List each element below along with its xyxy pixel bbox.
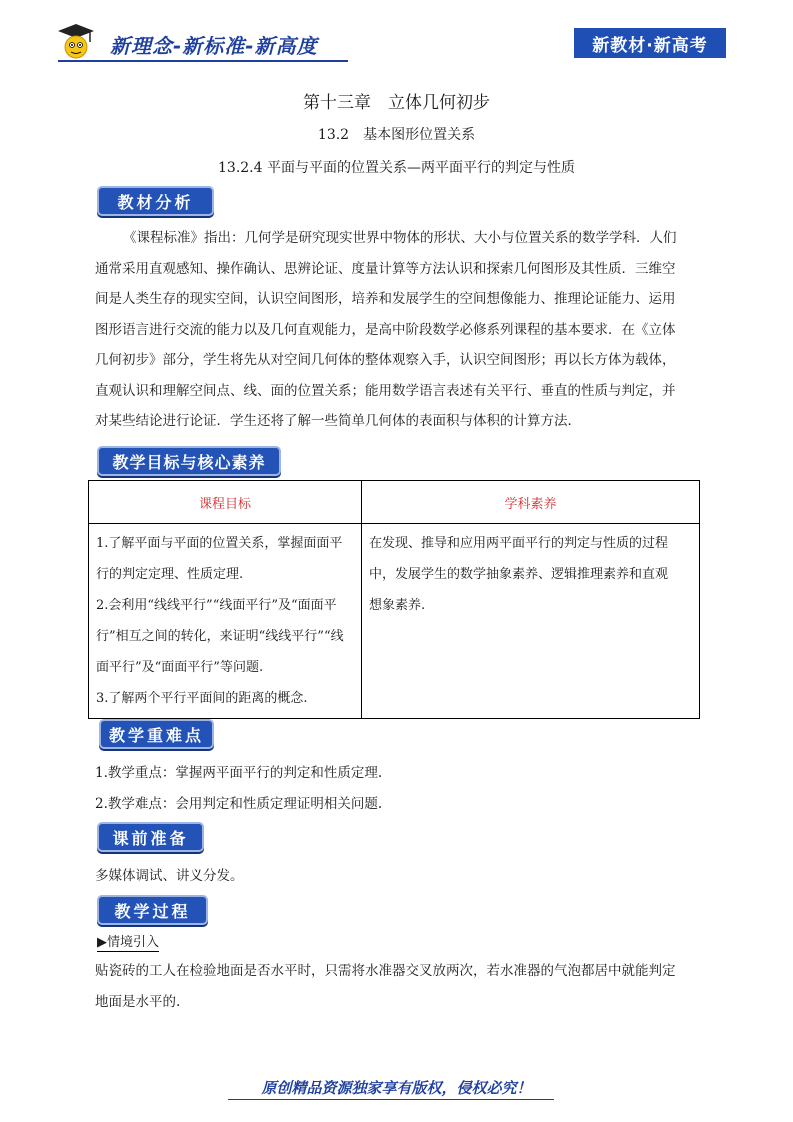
literacy-line: 想象素养.: [369, 598, 426, 613]
analysis-line: 间是人类生存的现实空间，认识空间图形，培养和发展学生的空间想像能力、推理论证能力、运用: [95, 291, 676, 307]
literacy-line: 中，发展学生的数学抽象素养、逻辑推理素养和直观: [369, 567, 669, 582]
section-heading-process: 教学过程: [97, 895, 208, 925]
analysis-paragraph: [95, 223, 703, 437]
analysis-line: 直观认识和理解空间点、线、面的位置关系；能用数学语言表述有关平行、垂直的性质与判定，并: [95, 382, 676, 399]
goals-table-header-course: 课程目标: [89, 481, 362, 524]
process-line: 地面是水平的.: [95, 993, 181, 1010]
difficult-point-item: 2.教学难点：会用判定和性质定理证明相关问题.: [95, 796, 383, 812]
goals-table: [88, 480, 700, 719]
goal-line: 1.了解平面与平面的位置关系，掌握面面平: [96, 536, 343, 551]
key-point-item: 1.教学重点：掌握两平面平行的判定和性质定理.: [95, 765, 383, 781]
analysis-line: 通常采用直观感知、操作确认、思辨论证、度量计算等方法认识和探索几何图形及其性质．三维空: [95, 260, 676, 277]
analysis-line: 《课程标准》指出：几何学是研究现实世界中物体的形状、大小与位置关系的数学学科．人们: [123, 230, 677, 246]
header-slogan: 新理念-新标准-新高度: [110, 34, 318, 58]
chapter-title: 第十三章 立体几何初步: [303, 93, 490, 113]
goals-table-cell-literacy: [362, 524, 700, 719]
footer-underline: [228, 1099, 554, 1100]
header-divider: [58, 60, 348, 62]
literacy-line: 在发现、推导和应用两平面平行的判定与性质的过程: [369, 536, 669, 551]
subsection-title: 13.2.4 平面与平面的位置关系—两平面平行的判定与性质: [218, 160, 575, 176]
section-heading-analysis: 教材分析: [97, 186, 214, 216]
analysis-line: 对某些结论进行论证．学生还将了解一些简单几何体的表面积与体积的计算方法．: [95, 413, 581, 429]
goal-line: 面平行”及“面面平行”等问题.: [96, 660, 264, 675]
goals-table-cell-course: [89, 524, 362, 719]
section-heading-preparation: 课前准备: [97, 822, 204, 852]
analysis-line: 图形语言进行交流的能力以及几何直观能力，是高中阶段数学必修系列课程的基本要求．在《立体: [95, 321, 676, 338]
preparation-text: 多媒体调试、讲义分发。: [95, 868, 244, 884]
section-heading-key-points: 教学重难点: [99, 719, 214, 749]
goal-line: 行的判定定理、性质定理.: [96, 567, 244, 582]
goal-line: 2.会利用“线线平行”“线面平行”及“面面平: [96, 598, 337, 613]
goal-line: 行”相互之间的转化，来证明“线线平行”“线: [96, 629, 344, 644]
graduate-mascot-icon: [56, 22, 96, 62]
process-paragraph: [95, 956, 703, 1017]
scenario-intro-label: ▶情境引入: [97, 931, 159, 952]
section-heading-goals: 教学目标与核心素养: [97, 446, 281, 476]
header-badge: 新教材·新高考: [574, 28, 726, 58]
goal-line: 3.了解两个平行平面间的距离的概念.: [96, 691, 308, 706]
analysis-line: 几何初步》部分，学生将先从对空间几何体的整体观察入手，认识空间图形；再以长方体为载体，: [95, 352, 676, 368]
goals-table-header-literacy: 学科素养: [362, 481, 700, 524]
copyright-footer: 原创精品资源独家享有版权，侵权必究！: [261, 1079, 532, 1097]
process-line: 贴瓷砖的工人在检验地面是否水平时，只需将水准器交叉放两次，若水准器的气泡都居中就能判定: [95, 963, 676, 979]
section-title: 13.2 基本图形位置关系: [317, 127, 476, 143]
